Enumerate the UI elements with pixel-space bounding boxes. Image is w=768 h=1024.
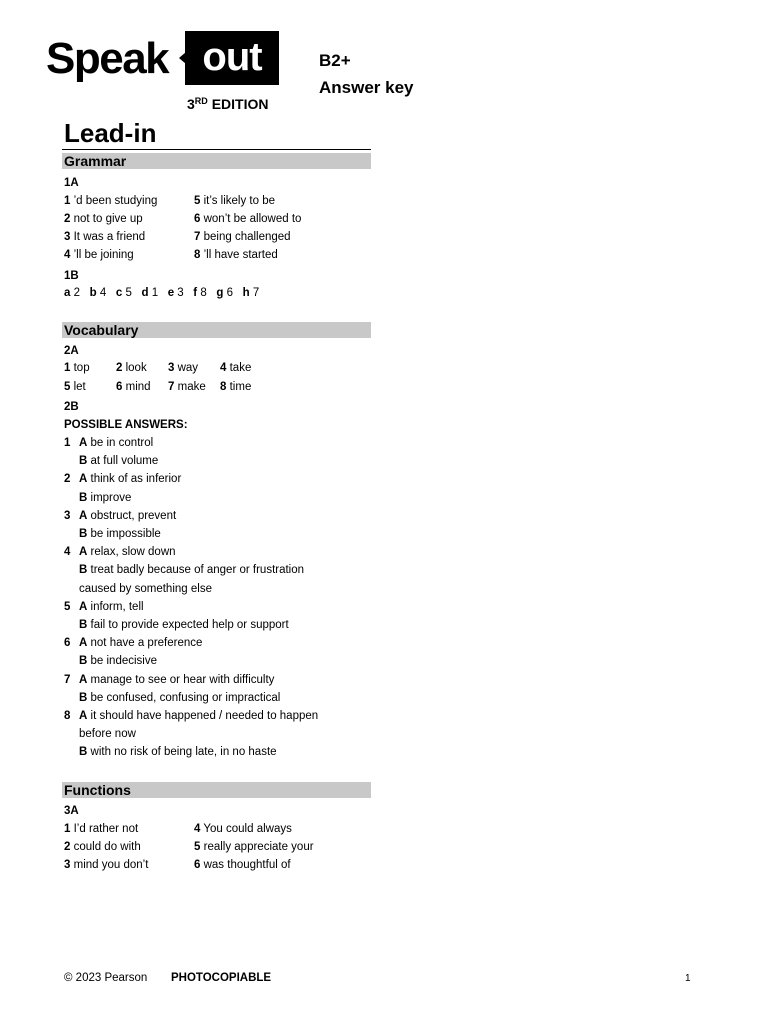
section-heading-functions: Functions (62, 782, 371, 798)
answer-line (64, 508, 176, 524)
item-number: 6 (64, 637, 71, 650)
answer-item: 8 ’ll have started (194, 249, 278, 261)
answer-line (64, 672, 274, 688)
sense-letter: A (79, 437, 88, 449)
sense-letter: B (79, 619, 88, 631)
definition-text: not have a preference (90, 637, 203, 650)
answer-item: 6 won’t be allowed to (194, 213, 302, 225)
exercise-label-1b: 1B (64, 270, 79, 282)
level-label: B2+ (319, 51, 351, 70)
item-number: 8 (64, 710, 71, 722)
answer-item: 2 could do with (64, 841, 141, 853)
definition-text: inform, tell (90, 600, 144, 613)
sense-letter: B (79, 528, 88, 540)
answer-item: 6 was thoughtful of (194, 859, 291, 871)
footer-copyright: © 2023 Pearson (64, 972, 148, 984)
definition-text: before now (79, 728, 136, 741)
possible-answers-note: POSSIBLE ANSWERS: (64, 419, 188, 431)
page-number: 1 (685, 973, 691, 984)
definition-text: be impossible (90, 528, 161, 540)
answer-item: 7 being challenged (194, 231, 291, 243)
answer-item: 5 really appreciate your (194, 841, 314, 853)
item-number: 5 (64, 600, 71, 613)
edition-label (187, 91, 268, 114)
answer-item: 3 way (168, 362, 199, 374)
logo-out-text: out (202, 35, 262, 79)
answer-item: 6 mind (116, 381, 151, 393)
definition-text: be in control (90, 437, 154, 449)
answer-line (64, 490, 131, 506)
definition-text: at full volume (90, 455, 159, 468)
answer-line (64, 435, 153, 451)
answer-line (64, 653, 157, 669)
definition-text: caused by something else (79, 582, 212, 595)
answer-line (64, 708, 318, 724)
item-number: 1 (64, 437, 71, 449)
sense-letter: A (79, 710, 88, 722)
definition-text: be indecisive (90, 655, 157, 668)
answer-item: 4 You could always (194, 823, 292, 835)
page-title: Lead-in (64, 118, 157, 148)
answer-item: 3 mind you don’t (64, 859, 149, 871)
answer-line (64, 744, 277, 760)
definition-text: treat badly because of anger or frustration (90, 564, 305, 577)
sense-letter: B (79, 746, 88, 759)
definition-text: obstruct, prevent (90, 509, 177, 522)
answer-item: 8 time (220, 381, 252, 393)
document-subtitle: Answer key (319, 78, 414, 97)
sense-letter: B (79, 455, 88, 468)
footer-photocopiable: PHOTOCOPIABLE (171, 972, 272, 984)
answer-item: 7 make (168, 381, 206, 393)
definition-text: it should have happened / needed to happen (90, 710, 319, 722)
answer-line (64, 726, 136, 742)
sense-letter: A (79, 509, 88, 522)
exercise-label-1a: 1A (64, 177, 79, 189)
sense-letter: B (79, 491, 88, 504)
exercise-label-2a: 2A (64, 345, 79, 357)
definition-text: think of as inferior (90, 473, 182, 486)
edition-text: EDITION (211, 96, 269, 112)
answer-line (64, 599, 144, 615)
section-heading-grammar: Grammar (62, 153, 371, 169)
item-number: 4 (64, 546, 71, 559)
answer-line (64, 526, 161, 542)
answer-line (64, 617, 289, 633)
sense-letter: B (79, 655, 88, 668)
answer-item: 1 top (64, 362, 90, 374)
sense-letter: A (79, 637, 88, 650)
logo-speak-text: Speak (46, 34, 169, 83)
exercise-label-2b: 2B (64, 401, 79, 413)
answer-item: 5 it’s likely to be (194, 195, 275, 207)
title-divider (62, 149, 371, 150)
answer-line (64, 453, 158, 469)
sense-letter: B (79, 691, 88, 704)
sense-letter: A (79, 473, 88, 486)
answer-item: 2 not to give up (64, 213, 143, 225)
item-number: 7 (64, 673, 71, 686)
sense-letter: A (79, 546, 88, 559)
answer-item: 1 ’d been studying (64, 195, 158, 207)
edition-number: 3 (187, 96, 195, 112)
answer-line (64, 544, 176, 560)
answer-item: 1 I’d rather not (64, 823, 139, 835)
definition-text: be confused, confusing or impractical (90, 691, 281, 704)
edition-superscript: RD (194, 96, 208, 106)
definition-text: improve (90, 491, 132, 504)
answer-item: 4 take (220, 362, 252, 374)
answer-line (64, 471, 181, 487)
answer-item: 3 It was a friend (64, 231, 146, 243)
definition-text: relax, slow down (90, 546, 176, 559)
item-number: 3 (64, 509, 71, 522)
matching-answers-1b: a 2 b 4 c 5 d 1 e 3 f 8 g 6 h 7 (64, 287, 260, 299)
definition-text: with no risk of being late, in no haste (90, 746, 277, 759)
answer-line (64, 635, 202, 651)
section-heading-vocabulary: Vocabulary (62, 322, 371, 338)
answer-line (64, 581, 212, 597)
answer-item: 4 ’ll be joining (64, 249, 134, 261)
answer-line (64, 690, 280, 706)
answer-item: 5 let (64, 381, 86, 393)
definition-text: fail to provide expected help or support (90, 619, 289, 631)
item-number: 2 (64, 473, 71, 486)
answer-line (64, 562, 304, 578)
definition-text: manage to see or hear with difficulty (90, 673, 275, 686)
exercise-label-3a: 3A (64, 805, 79, 817)
answer-item: 2 look (116, 362, 147, 374)
sense-letter: A (79, 673, 88, 686)
sense-letter: A (79, 600, 88, 613)
sense-letter: B (79, 564, 88, 577)
